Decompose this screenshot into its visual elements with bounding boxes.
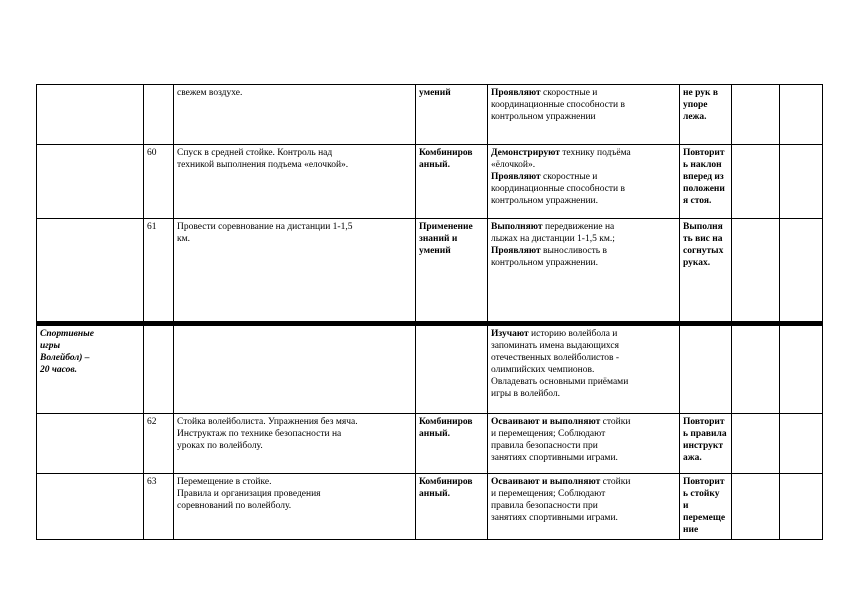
activity-text: контрольном упражнении: [491, 112, 596, 122]
topic-line: свежем воздухе.: [177, 88, 243, 98]
date-plan-cell: [732, 414, 780, 474]
activities-cell: [488, 145, 680, 219]
lesson-type-cell: [416, 145, 488, 219]
activity-text: правила безопасности при: [491, 501, 598, 511]
activity-verb: Проявляют: [491, 172, 541, 182]
homework-cell: [680, 145, 732, 219]
activity-text: занятиях спортивными играми.: [491, 453, 618, 463]
topic-cell: [174, 326, 416, 414]
topic-cell: [174, 474, 416, 540]
lesson-number-cell: 62: [144, 414, 174, 474]
homework-line: ние: [683, 525, 699, 535]
section-title-line: 20 часов.: [40, 365, 77, 375]
activity-text: скоростные и: [540, 88, 598, 98]
lesson-number-cell: 61: [144, 219, 174, 322]
activities-cell: [488, 326, 680, 414]
section-cell: [37, 145, 144, 219]
date-plan-cell: [732, 326, 780, 414]
homework-cell: [680, 85, 732, 145]
topic-line: км.: [177, 234, 191, 244]
lesson-type-cell: [416, 326, 488, 414]
topic-cell: [174, 85, 416, 145]
activity-text: Овладевать основными приёмами: [491, 377, 629, 387]
lesson-type-cell: [416, 474, 488, 540]
homework-cell: [680, 219, 732, 322]
activities-cell: [488, 474, 680, 540]
date-fact-cell: [780, 414, 823, 474]
table-row: [37, 326, 823, 414]
section-title-cell: [37, 326, 144, 414]
activity-text: историю волейбола и: [528, 329, 618, 339]
lesson-number-cell: [144, 85, 174, 145]
homework-line: упоре: [683, 100, 708, 110]
homework-line: не рук в: [683, 88, 718, 98]
activities-cell: [488, 85, 680, 145]
section-title-line: игры: [40, 341, 61, 351]
activity-text: отечественных волейболистов -: [491, 353, 620, 363]
lesson-type-cell: [416, 219, 488, 322]
type-line: анный.: [419, 429, 450, 439]
homework-line: Выполня: [683, 222, 723, 232]
lesson-type-cell: [416, 85, 488, 145]
activity-text: игры в волейбол.: [491, 389, 561, 399]
activity-verb: Проявляют: [491, 246, 541, 256]
activity-text: скоростные и: [540, 172, 598, 182]
homework-line: ь наклон: [683, 160, 722, 170]
activity-text: лыжах на дистанции 1-1,5 км.;: [491, 234, 615, 244]
activity-text: технику подъёма: [559, 148, 631, 158]
table-row: [37, 474, 823, 540]
lesson-number-cell: 60: [144, 145, 174, 219]
homework-line: положени: [683, 184, 725, 194]
activity-text: стойки: [600, 477, 631, 487]
topic-line: Инструктаж по технике безопасности на: [177, 429, 342, 439]
activity-text: координационные способности в: [491, 184, 626, 194]
activity-text: олимпийских чемпионов.: [491, 365, 595, 375]
activity-text: запоминать имена выдающихся: [491, 341, 619, 351]
homework-line: ажа.: [683, 453, 702, 463]
lesson-plan-table: [36, 84, 823, 540]
activity-text: и перемещения; Соблюдают: [491, 489, 606, 499]
section-cell: [37, 414, 144, 474]
type-line: Применение: [419, 222, 473, 232]
date-fact-cell: [780, 474, 823, 540]
homework-cell: [680, 414, 732, 474]
table-row: [37, 145, 823, 219]
lesson-number-cell: 63: [144, 474, 174, 540]
type-line: Комбиниров: [419, 417, 473, 427]
topic-cell: [174, 145, 416, 219]
activity-text: контрольном упражнении.: [491, 258, 599, 268]
date-plan-cell: [732, 474, 780, 540]
homework-line: Повторит: [683, 148, 725, 158]
type-line: Комбиниров: [419, 148, 473, 158]
table-row: [37, 414, 823, 474]
homework-cell: [680, 474, 732, 540]
topic-line: уроках по волейболу.: [177, 441, 263, 451]
section-title-line: Волейбол) –: [40, 353, 90, 363]
activity-verb: Выполняют: [491, 222, 543, 232]
homework-line: ть вис на: [683, 234, 723, 244]
activity-text: занятиях спортивными играми.: [491, 513, 618, 523]
type-line: Комбиниров: [419, 477, 473, 487]
section-cell: [37, 219, 144, 322]
topic-line: Правила и организация проведения: [177, 489, 321, 499]
section-cell: [37, 85, 144, 145]
topic-line: Провести соревнование на дистанции 1-1,5: [177, 222, 353, 232]
type-line: анный.: [419, 489, 450, 499]
topic-cell: [174, 414, 416, 474]
activities-cell: [488, 219, 680, 322]
activity-text: выносливость в: [540, 246, 607, 256]
date-fact-cell: [780, 326, 823, 414]
lesson-type-cell: [416, 414, 488, 474]
homework-line: согнутых: [683, 246, 724, 256]
topic-line: Стойка волейболиста. Упражнения без мяча.: [177, 417, 358, 427]
activity-text: стойки: [600, 417, 631, 427]
activity-text: и перемещения; Соблюдают: [491, 429, 606, 439]
section-cell: [37, 474, 144, 540]
date-plan-cell: [732, 85, 780, 145]
homework-line: перемеще: [683, 513, 726, 523]
date-plan-cell: [732, 145, 780, 219]
activity-text: контрольном упражнении.: [491, 196, 599, 206]
table-row: [37, 85, 823, 145]
type-line: умений: [419, 246, 451, 256]
activity-text: передвижение на: [542, 222, 615, 232]
activity-verb: Демонстрируют: [491, 148, 560, 158]
section-title-line: Спортивные: [40, 329, 94, 339]
activity-verb: Проявляют: [491, 88, 541, 98]
date-fact-cell: [780, 145, 823, 219]
homework-line: Повторит: [683, 417, 725, 427]
homework-line: вперед из: [683, 172, 724, 182]
date-fact-cell: [780, 219, 823, 322]
activity-text: правила безопасности при: [491, 441, 598, 451]
lesson-number-cell: [144, 326, 174, 414]
type-line: знаний и: [419, 234, 458, 244]
homework-cell: [680, 326, 732, 414]
type-line: умений: [419, 88, 451, 98]
topic-line: техникой выполнения подъема «елочкой».: [177, 160, 349, 170]
homework-line: Повторит: [683, 477, 725, 487]
homework-line: руках.: [683, 258, 711, 268]
activity-verb: Осваивают и выполняют: [491, 477, 601, 487]
homework-line: и: [683, 501, 689, 511]
type-line: анный.: [419, 160, 450, 170]
homework-line: ь правила: [683, 429, 727, 439]
homework-line: лежа.: [683, 112, 707, 122]
activity-text: координационные способности в: [491, 100, 626, 110]
date-plan-cell: [732, 219, 780, 322]
activity-verb: Осваивают и выполняют: [491, 417, 601, 427]
date-fact-cell: [780, 85, 823, 145]
homework-line: инструкт: [683, 441, 723, 451]
topic-cell: [174, 219, 416, 322]
topic-line: соревнований по волейболу.: [177, 501, 292, 511]
topic-line: Перемещение в стойке.: [177, 477, 272, 487]
topic-line: Спуск в средней стойке. Контроль над: [177, 148, 333, 158]
table-row: [37, 219, 823, 322]
activity-text: «ёлочкой».: [491, 160, 536, 170]
homework-line: я стоя.: [683, 196, 712, 206]
activity-verb: Изучают: [491, 329, 529, 339]
homework-line: ь стойку: [683, 489, 720, 499]
activities-cell: [488, 414, 680, 474]
